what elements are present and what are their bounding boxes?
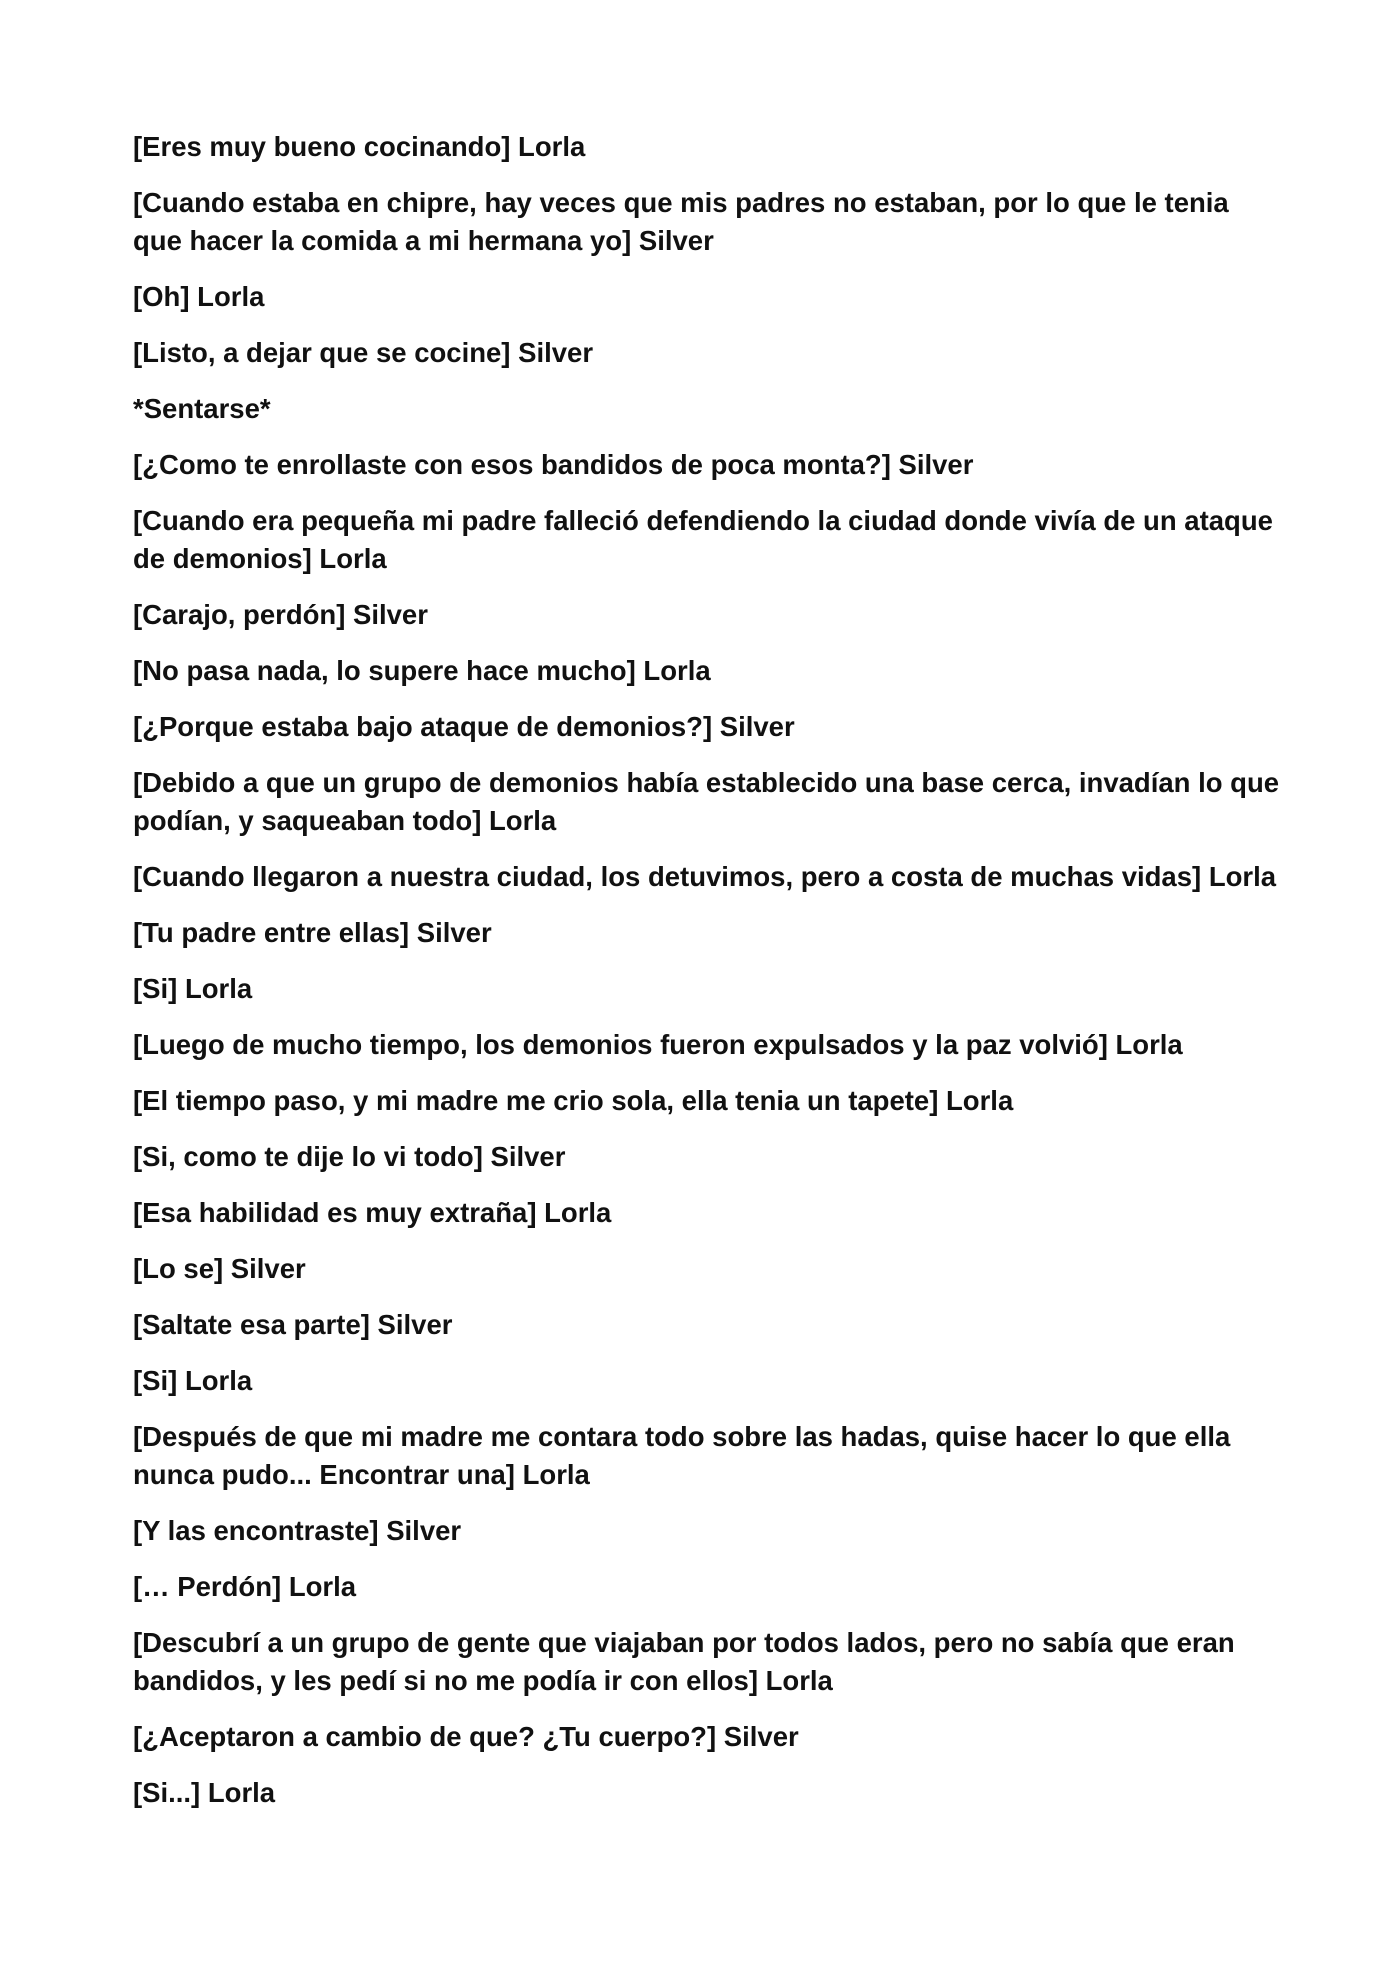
- dialogue-line: [Esa habilidad es muy extraña] Lorla: [133, 1197, 612, 1228]
- dialogue-line: [Cuando era pequeña mi padre falleció defendiendo la ciudad donde vivía de un ataque de demonios] Lorla: [133, 505, 1273, 574]
- dialogue-line: [Listo, a dejar que se cocine] Silver: [133, 337, 594, 368]
- dialogue-line: [Oh] Lorla: [133, 281, 265, 312]
- dialogue-line: [Debido a que un grupo de demonios había establecido una base cerca, invadían lo que podían, y saqueaban todo] Lorla: [133, 767, 1280, 836]
- dialogue-line: [Cuando estaba en chipre, hay veces que mis padres no estaban, por lo que le tenia que hacer la comida a mi hermana yo] Silver: [133, 187, 1229, 256]
- dialogue-line: [Cuando llegaron a nuestra ciudad, los detuvimos, pero a costa de muchas vidas] Lorla: [133, 861, 1277, 892]
- dialogue-line: [Y las encontraste] Silver: [133, 1515, 462, 1546]
- dialogue-line: [Carajo, perdón] Silver: [133, 599, 428, 630]
- dialogue-line: [¿Aceptaron a cambio de que? ¿Tu cuerpo?] Silver: [133, 1721, 799, 1752]
- dialogue-line: [Después de que mi madre me contara todo sobre las hadas, quise hacer lo que ella nunca pudo... Encontrar una] Lorla: [133, 1421, 1231, 1490]
- dialogue-line: [¿Como te enrollaste con esos bandidos de poca monta?] Silver: [133, 449, 974, 480]
- dialogue-line: [Si, como te dije lo vi todo] Silver: [133, 1141, 566, 1172]
- dialogue-line: [Tu padre entre ellas] Silver: [133, 917, 492, 948]
- dialogue-line: [… Perdón] Lorla: [133, 1571, 357, 1602]
- dialogue-line: [Lo se] Silver: [133, 1253, 306, 1284]
- dialogue-line: [¿Porque estaba bajo ataque de demonios?] Silver: [133, 711, 795, 742]
- dialogue-line: [No pasa nada, lo supere hace mucho] Lorla: [133, 655, 711, 686]
- dialogue-line: [Si...] Lorla: [133, 1777, 276, 1808]
- dialogue-line: [Descubrí a un grupo de gente que viajaban por todos lados, pero no sabía que eran bandidos, y les pedí si no me podía ir con ellos] Lorla: [133, 1627, 1235, 1696]
- dialogue-line: [Luego de mucho tiempo, los demonios fueron expulsados y la paz volvió] Lorla: [133, 1029, 1183, 1060]
- dialogue-line: [Saltate esa parte] Silver: [133, 1309, 453, 1340]
- dialogue-line: *Sentarse*: [133, 393, 271, 424]
- dialogue-line: [Si] Lorla: [133, 1365, 253, 1396]
- dialogue-line: [Si] Lorla: [133, 973, 253, 1004]
- dialogue-line: [El tiempo paso, y mi madre me crio sola, ella tenia un tapete] Lorla: [133, 1085, 1014, 1116]
- dialogue-line: [Eres muy bueno cocinando] Lorla: [133, 131, 586, 162]
- dialogue-text: [133, 128, 1283, 1830]
